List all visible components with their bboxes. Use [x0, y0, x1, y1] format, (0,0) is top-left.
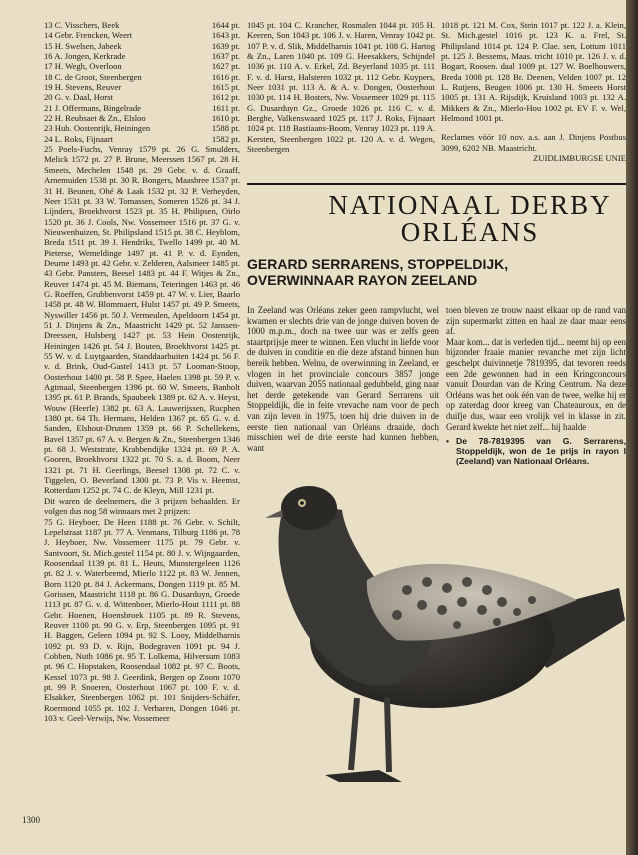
result-row [44, 92, 240, 102]
results-paragraph: 25 Poels-Fuchs, Venray 1579 pt. 26 G. Smulders, Melick 1572 pt. 27 P. Brune, Meerssen 1567 pt. 28 H. Smeets, Mechelen 1548 pt. 29 Gebr. v. d. Graaff, Arnemuiden 1538 pt. 30 R. Bongers, Maasbree 1537 pt. 31 H. Beunen, Ohé & Laak 1532 pt. 32 P. Verheyden, Neer 1531 pt. 33 W. Tomassen, Someren 1526 pt. 34 J. Lijnders, Broekhvorst 1523 pt. 35 H. Philipsen, Oirlo 1520 pt. 36 J. Cools, Nw. Vossemeer 1516 pt. 37 G. v. Nieuwenhuizen, St. Philipsland 1515 pt. 38 C. Heyblom, Breda 1511 pt. 39 J. Hendriks, Twello 1499 pt. 40 M. Pieterse, Wemeldinge 1497 pt. 41 P. v. d. Eynden, Deurne 1493 pt. 42 Gebr. v. Zelderen, Aalsmeer 1485 pt. 43 Gebr. Pansters, Beesel 1483 pt. 44 F. Witjes & Zn., Reuver 1474 pt. 45 M. Biemans, Teteringen 1463 pt. 46 G. Roeffen, Grubbenvorst 1459 pt. 47 W. v. Lier, Baarlo 1458 pt. 48 W. Blommaert, Hulst 1457 pt. 49 P. Smeets, Nyswiller 1456 pt. 50 J. Vermeulen, Apeldoorn 1454 pt. 51 J. Dinjens & Zn., Maastricht 1429 pt. 52 Janssen-Dreessen, Hulsberg 1427 pt. 53 Hein Oostenrijk, Heiningen 1426 pt. 54 J. Bouten, Broekhvorst 1425 pt. 55 W. v. d. Luytgaarden, Standdaarbuiten 1424 pt. 56 F. v. d. Brink, Oud-Gastel 1413 pt. 57 Looman-Stoop, Oosterhout 1400 pt. 58 P. Spee, Haelen 1398 pt. 59 P. v. Agtmaal, Steenbergen 1396 pt. 60 W. Smeets, Banholt 1395 pt. 61 P. Brands, Spaubeek 1389 pt. 62 A. v. Heyst, Wouw (Heerle) 1382 pt. 63 A. Lauwerijssen, Rucphen 1380 pt. 64 Th. Hermans, Helden 1367 pt. 65 G. v. d. Sanden, Elshout-Drunen 1359 pt. 66 P. Schellekens, Bavel 1357 pt. 67 A. v. Bergen & Zn., Steenbergen 1346 pt. 68 J. Weststrate, Krabbendijke 1324 pt. 69 P. A. Gooren, Broekhvorst 1322 pt. 70 S. a. d. Boom, Neer 1321 pt. 71 H. Geerlings, Beesel 1308 pt. 72 C. v. Tiggelen, O. Beverland 1300 pt. 73 P. Vis v. Heemst, Rotterdam 1252 pt. 74 C. de Kleyn, Mill 1231 pt. [44, 144, 240, 496]
results-note: Dit waren de deelnemers, die 3 prijzen behaalden. Er volgen dus nog 58 winnaars met 2 prijzen: [44, 495, 240, 517]
result-name: 16 A. Jongen, Kerkrade [44, 51, 126, 62]
result-name: 14 Gebr. Frencken, Weert [44, 30, 133, 41]
section-divider [247, 183, 626, 185]
photo-caption [446, 436, 626, 466]
top-results-list [44, 20, 240, 144]
result-row [44, 20, 240, 30]
results-column-middle [247, 20, 435, 154]
pigeon-head [281, 486, 337, 530]
results-paragraph-two-prizes: 75 G. Heyboer, De Heen 1188 pt. 76 Gebr. v. Schilt, Lepelstraat 1187 pt. 77 A. Venmans, Tilburg 1186 pt. 78 J. Heyboer, Nw. Vossemeer 1175 pt. 79 Gebr. v. Santvoort, St. Mich.gestel 1154 pt. 80 J. v. Wijngaarden, Roosendaal 1139 pt. 81 L. Heuts, Munstergeleen 1126 pt. 82 J. v. Waterbeemd, Mierlo 1122 pt. 83 W. Jennen, Born 1120 pt. 84 J. Ackermans, Dongen 1119 pt. 85 M. Gorissen, Maastricht 1118 pt. 86 G. Dusarduyn, Groede 1113 pt. 87 G. v. d. Wittenboer, Mierlo-Hout 1111 pt. 88 Gebr. Hoenen, Hoensbroek 1105 pt. 89 R. Stevens, Reuver 1100 pt. 90 G. v. Erp, Steenbergen 1095 pt. 91 H. Baggen, Geleen 1094 pt. 92 S. Looy, Middelharnis 1092 pt. 93 D. v. Rijn, Bodegraven 1091 pt. 94 J. Cobben, Nuth 1086 pt. 95 T. Lolkema, Hilversum 1083 pt. 96 C. Hopstaken, Roosendaal 1082 pt. 97 C. Boots, Kessel 1073 pt. 98 J. Geerdink, Bergen op Zoom 1070 pt. 99 P. Snoeren, Oosterhout 1067 pt. 100 F. v. d. Elsakker, Steenbergen 1062 pt. 101 Snijders-Schäfer, Roermond 1055 pt. 102 J. Verharen, Dongen 1046 pt. 103 v. Geel-Verwijs, Nw. Vossemeer [44, 516, 240, 724]
results-column-left [44, 20, 240, 723]
result-points: 1644 pt. [211, 20, 240, 30]
bullet-icon: • [446, 436, 450, 447]
result-points: 1616 pt. [211, 71, 240, 82]
organisation-signature: ZUIDLIMBURGSE UNIE [533, 153, 626, 164]
results-paragraph-continued: 1045 pt. 104 C. Krancher, Rosmalen 1044 pt. 105 H. Keeren, Son 1043 pt. 106 J. v. Haren, Venray 1042 pt. 107 P. v. d. Slik, Middelharnis 1041 pt. 108 G. Hartog & Zn., Laren 1040 pt. 109 G. Heesakkers, Schijndel 1036 pt. 110 A. v. Erkel, Zd. Beyerland 1035 pt. 111 F. v. d. Harst, Halsteren 1032 pt. 112 Gebr. Kuypers, Neer 1031 pt. 113 A. & A. v. Dongen, Oosterhout 1030 pt. 114 H. Bosters, Nw. Vossemeer 1029 pt. 115 G. Dusarduyn Gz., Groede 1026 pt. 116 C. v. d. Berghe, Valkenswaard 1025 pt. 117 J. Roks, Fijnaart 1024 pt. 118 Bastiaans-Boom, Venray 1023 pt. 119 A. Kersten, Steenbergen 1022 pt. 120 A. v. d. Wegen, Steenbergen [247, 20, 435, 155]
page-number: 1300 [22, 815, 40, 825]
pigeon-beak [265, 510, 283, 518]
article-paragraph: In Zeeland was Orléans zeker geen rampvlucht, wel kwamen er slechts drie van de jonge duiven boven de 1000 m.p.m., doch na twee uur was er zelfs geen staartprijsje meer te winnen. Een vlucht in liefde voor de duiven in conditie en die deze afstand binnen hun bereik hebben. Welnu, de overwinning in Zeeland, er vlogen in het provinciale concours 3857 jonge duiven, waarvan 2055 nationaal gedubbeld, ging naar het derde getekende van Gerard Serrarens uit Stoppeldijk, die in feite vrevache nam voor de pech van zijn leven in 1975, toen hij drie duiven in de eerste tien nationaal van Orléans draaide, doch misschien wel de drie eerste had kunnen hebben, want [247, 305, 439, 453]
result-points: 1588 pt. [211, 123, 240, 134]
result-points: 1637 pt. [211, 51, 240, 62]
result-name: 23 Hub. Oostenrijk, Heiningen [44, 123, 151, 134]
book-spine-shadow [626, 0, 638, 855]
result-points: 1610 pt. [211, 113, 240, 124]
results-column-right [441, 20, 626, 163]
result-row [44, 123, 240, 133]
pigeon-image [247, 470, 626, 815]
result-points: 1639 pt. [211, 40, 240, 51]
result-points: 1615 pt. [211, 82, 240, 93]
reclames-note: Reclames vóór 10 nov. a.s. aan J. Dinjens Postbus 3099, 6202 NB. Maastricht. [441, 132, 626, 153]
pigeon-photo [247, 470, 626, 815]
article-headline: GERARD SERRARENS, STOPPELDIJK, OVERWINNAAR RAYON ZEELAND [247, 256, 509, 288]
result-points: 1611 pt. [212, 102, 240, 113]
pigeon-legs [351, 698, 389, 772]
result-row [44, 103, 240, 113]
result-row [44, 82, 240, 92]
photo-caption-text: De 78-7819395 van G. Serrarens, Stoppeldijk, won de 1e prijs in rayon I (Zeeland) van Nationaal Orléans. [456, 436, 626, 467]
result-points: 1627 pt. [211, 61, 240, 72]
article-body-right [446, 305, 626, 466]
result-points: 1612 pt. [211, 92, 240, 103]
result-name: 20 G. v. Daal, Horst [44, 92, 113, 103]
result-name: 13 C. Visschers, Beek [44, 20, 120, 30]
result-row [44, 41, 240, 51]
result-name: 21 J. Offermans, Bingelrade [44, 102, 141, 113]
result-name: 18 C. de Groot, Steenbergen [44, 71, 142, 82]
result-row [44, 51, 240, 61]
result-row [44, 134, 240, 144]
result-name: 22 H. Reubsaet & Zn., Elsloo [44, 113, 146, 124]
result-points: 1643 pt. [211, 30, 240, 41]
result-name: 19 H. Stevens, Reuver [44, 82, 122, 93]
result-row [44, 61, 240, 71]
result-row [44, 113, 240, 123]
article-paragraph: Maar kom... dat is verleden tijd... neemt hij op een bijzonder fraaie manier revanche met zijn licht geschelpt duivinnetje 7819395, dat tevoren reeds een 2de gewonnen had in een Kringconcours vanuit Dourdan van de Kring Centrum. Na deze Orléans was het ook één van de twee, welke hij er op zaterdag door kreeg van Chateauroux, en de duifje dus, waar een vrolijk vel in klasse in zit. Gerard kwekte het niet zelf... hij haalde [446, 336, 626, 432]
result-row [44, 30, 240, 40]
article-body-left [247, 305, 439, 453]
result-name: 17 H. Wegh, Overloon [44, 61, 122, 72]
result-name: 24 L. Roks, Fijnaart [44, 133, 113, 144]
result-points: 1582 pt. [211, 133, 240, 144]
article-title: NATIONAAL DERBY ORLÉANS [328, 190, 612, 247]
results-paragraph-end: 1018 pt. 121 M. Cox, Stein 1017 pt. 122 J. a. Klein, St. Mich.gestel 1016 pt. 123 K. a. Frel, St. Philipsland 1014 pt. 124 P. Clae. sen, Lottum 1011 pt. 125 J. Bessems, Maas. tricht 1010 pt. 126 J. v. d. Bogart, Roosen. daal 1009 pt. 127 W. Boelhouwers, Breda 1008 pt. 128 Br. Deenen, Velden 1007 pt. 12 L. Rutjens, Beugen 1006 pt. 130 H. Smeets Horst 1005 pt. 131 A. Rijsdijk, Kruisland 1003 pt. 132 A. Mikkers & Zn., Mierlo-Hou 1002 pt. EV F. v. Wel, Helmond 1001 pt. [441, 20, 626, 124]
article-paragraph: toen bleven ze trouw naast elkaar op de rand van zijn supermarkt zitten en haal ze daar maar eens af. [446, 305, 626, 337]
result-row [44, 72, 240, 82]
result-name: 15 H. Swelsen, Jabeek [44, 40, 122, 51]
